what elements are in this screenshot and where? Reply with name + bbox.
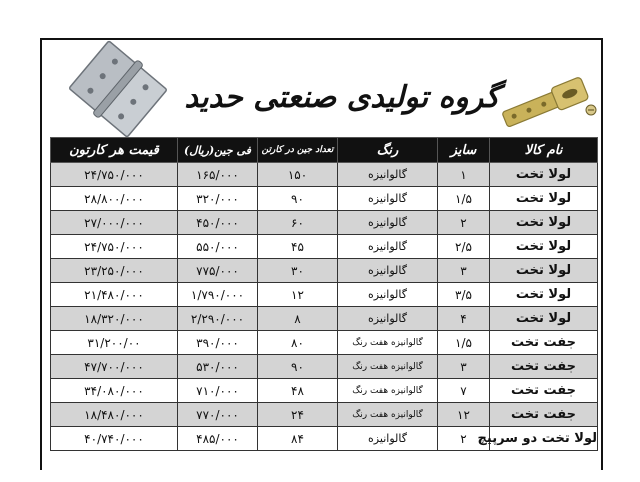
cell-size: ۳ — [438, 355, 490, 379]
cell-color: گالوانیزه هفت رنگ — [338, 331, 438, 355]
col-header-name: نام کالا — [490, 138, 598, 163]
cell-name: لولا تخت — [490, 187, 598, 211]
cell-name: لولا تخت دو سرپیچ — [490, 427, 598, 451]
cell-name: جفت تخت — [490, 379, 598, 403]
hinge-icon — [58, 48, 178, 130]
cell-unit-price: ۵۵۰/۰۰۰ — [178, 235, 258, 259]
cell-size: ۳/۵ — [438, 283, 490, 307]
cell-size: ۴ — [438, 307, 490, 331]
cell-color: گالوانیزه — [338, 187, 438, 211]
cell-name: جفت تخت — [490, 355, 598, 379]
cell-size: ۷ — [438, 379, 490, 403]
table-row — [51, 235, 598, 259]
cell-size: ۲ — [438, 427, 490, 451]
cell-carton-price: ۴۰/۷۴۰/۰۰۰ — [51, 427, 178, 451]
cell-unit-price: ۲/۲۹۰/۰۰۰ — [178, 307, 258, 331]
cell-name: لولا تخت — [490, 307, 598, 331]
table-row — [51, 331, 598, 355]
cell-color: گالوانیزه هفت رنگ — [338, 379, 438, 403]
cell-color: گالوانیزه — [338, 307, 438, 331]
cell-name: لولا تخت — [490, 163, 598, 187]
price-sheet — [40, 38, 603, 470]
cell-count: ۹۰ — [258, 355, 338, 379]
cell-count: ۹۰ — [258, 187, 338, 211]
page-title: گروه تولیدی صنعتی حدید — [184, 80, 500, 115]
price-table — [50, 137, 598, 451]
cell-count: ۸ — [258, 307, 338, 331]
cell-count: ۴۸ — [258, 379, 338, 403]
cell-carton-price: ۱۸/۴۸۰/۰۰۰ — [51, 403, 178, 427]
table-row — [51, 259, 598, 283]
cell-carton-price: ۲۴/۷۵۰/۰۰۰ — [51, 163, 178, 187]
col-header-carton-price: قیمت هر کارتون — [51, 138, 178, 163]
col-header-unit-price: فی جین(ریال) — [178, 138, 258, 163]
cell-size: ۱/۵ — [438, 187, 490, 211]
cell-count: ۴۵ — [258, 235, 338, 259]
cell-unit-price: ۴۸۵/۰۰۰ — [178, 427, 258, 451]
table-row — [51, 211, 598, 235]
table-row — [51, 379, 598, 403]
cell-name: جفت تخت — [490, 331, 598, 355]
cell-unit-price: ۴۵۰/۰۰۰ — [178, 211, 258, 235]
col-header-color: رنگ — [338, 138, 438, 163]
cell-carton-price: ۳۱/۲۰۰/۰۰ — [51, 331, 178, 355]
cell-name: لولا تخت — [490, 259, 598, 283]
cell-count: ۸۰ — [258, 331, 338, 355]
cell-color: گالوانیزه — [338, 427, 438, 451]
cell-name: لولا تخت — [490, 211, 598, 235]
cell-count: ۳۰ — [258, 259, 338, 283]
cell-count: ۶۰ — [258, 211, 338, 235]
cell-unit-price: ۷۷۵/۰۰۰ — [178, 259, 258, 283]
cell-name: لولا تخت — [490, 235, 598, 259]
cell-carton-price: ۳۴/۰۸۰/۰۰۰ — [51, 379, 178, 403]
cell-size: ۱/۵ — [438, 331, 490, 355]
cell-unit-price: ۱/۷۹۰/۰۰۰ — [178, 283, 258, 307]
cell-unit-price: ۷۷۰/۰۰۰ — [178, 403, 258, 427]
cell-count: ۲۴ — [258, 403, 338, 427]
cell-name: لولا تخت — [490, 283, 598, 307]
table-row — [51, 163, 598, 187]
cell-size: ۲ — [438, 211, 490, 235]
cell-unit-price: ۵۳۰/۰۰۰ — [178, 355, 258, 379]
table-row — [51, 355, 598, 379]
cell-color: گالوانیزه — [338, 235, 438, 259]
cell-carton-price: ۲۳/۲۵۰/۰۰۰ — [51, 259, 178, 283]
table-row — [51, 307, 598, 331]
cell-carton-price: ۲۴/۷۵۰/۰۰۰ — [51, 235, 178, 259]
cell-size: ۳ — [438, 259, 490, 283]
cell-count: ۱۵۰ — [258, 163, 338, 187]
cell-carton-price: ۲۷/۰۰۰/۰۰۰ — [51, 211, 178, 235]
col-header-size: سایز — [438, 138, 490, 163]
cell-color: گالوانیزه — [338, 211, 438, 235]
cell-count: ۱۲ — [258, 283, 338, 307]
cell-size: ۱ — [438, 163, 490, 187]
cell-carton-price: ۴۷/۷۰۰/۰۰۰ — [51, 355, 178, 379]
cell-color: گالوانیزه — [338, 283, 438, 307]
cell-name: جفت تخت — [490, 403, 598, 427]
cell-count: ۸۴ — [258, 427, 338, 451]
cell-size: ۲/۵ — [438, 235, 490, 259]
cell-color: گالوانیزه — [338, 259, 438, 283]
sheet-header — [42, 40, 601, 137]
cell-unit-price: ۷۱۰/۰۰۰ — [178, 379, 258, 403]
screw-icon — [586, 105, 596, 115]
table-header-row — [51, 138, 598, 163]
table-row — [51, 283, 598, 307]
table-row — [51, 403, 598, 427]
table-row — [51, 427, 598, 451]
cell-color: گالوانیزه هفت رنگ — [338, 355, 438, 379]
cell-carton-price: ۲۱/۴۸۰/۰۰۰ — [51, 283, 178, 307]
cell-carton-price: ۲۸/۸۰۰/۰۰۰ — [51, 187, 178, 211]
cell-carton-price: ۱۸/۳۲۰/۰۰۰ — [51, 307, 178, 331]
col-header-count: تعداد جین در کارتن — [258, 138, 338, 163]
hasp-latch-icon — [497, 76, 601, 126]
cell-unit-price: ۳۲۰/۰۰۰ — [178, 187, 258, 211]
cell-color: گالوانیزه — [338, 163, 438, 187]
table-row — [51, 187, 598, 211]
cell-unit-price: ۱۶۵/۰۰۰ — [178, 163, 258, 187]
cell-size: ۱۲ — [438, 403, 490, 427]
cell-color: گالوانیزه هفت رنگ — [338, 403, 438, 427]
cell-unit-price: ۳۹۰/۰۰۰ — [178, 331, 258, 355]
